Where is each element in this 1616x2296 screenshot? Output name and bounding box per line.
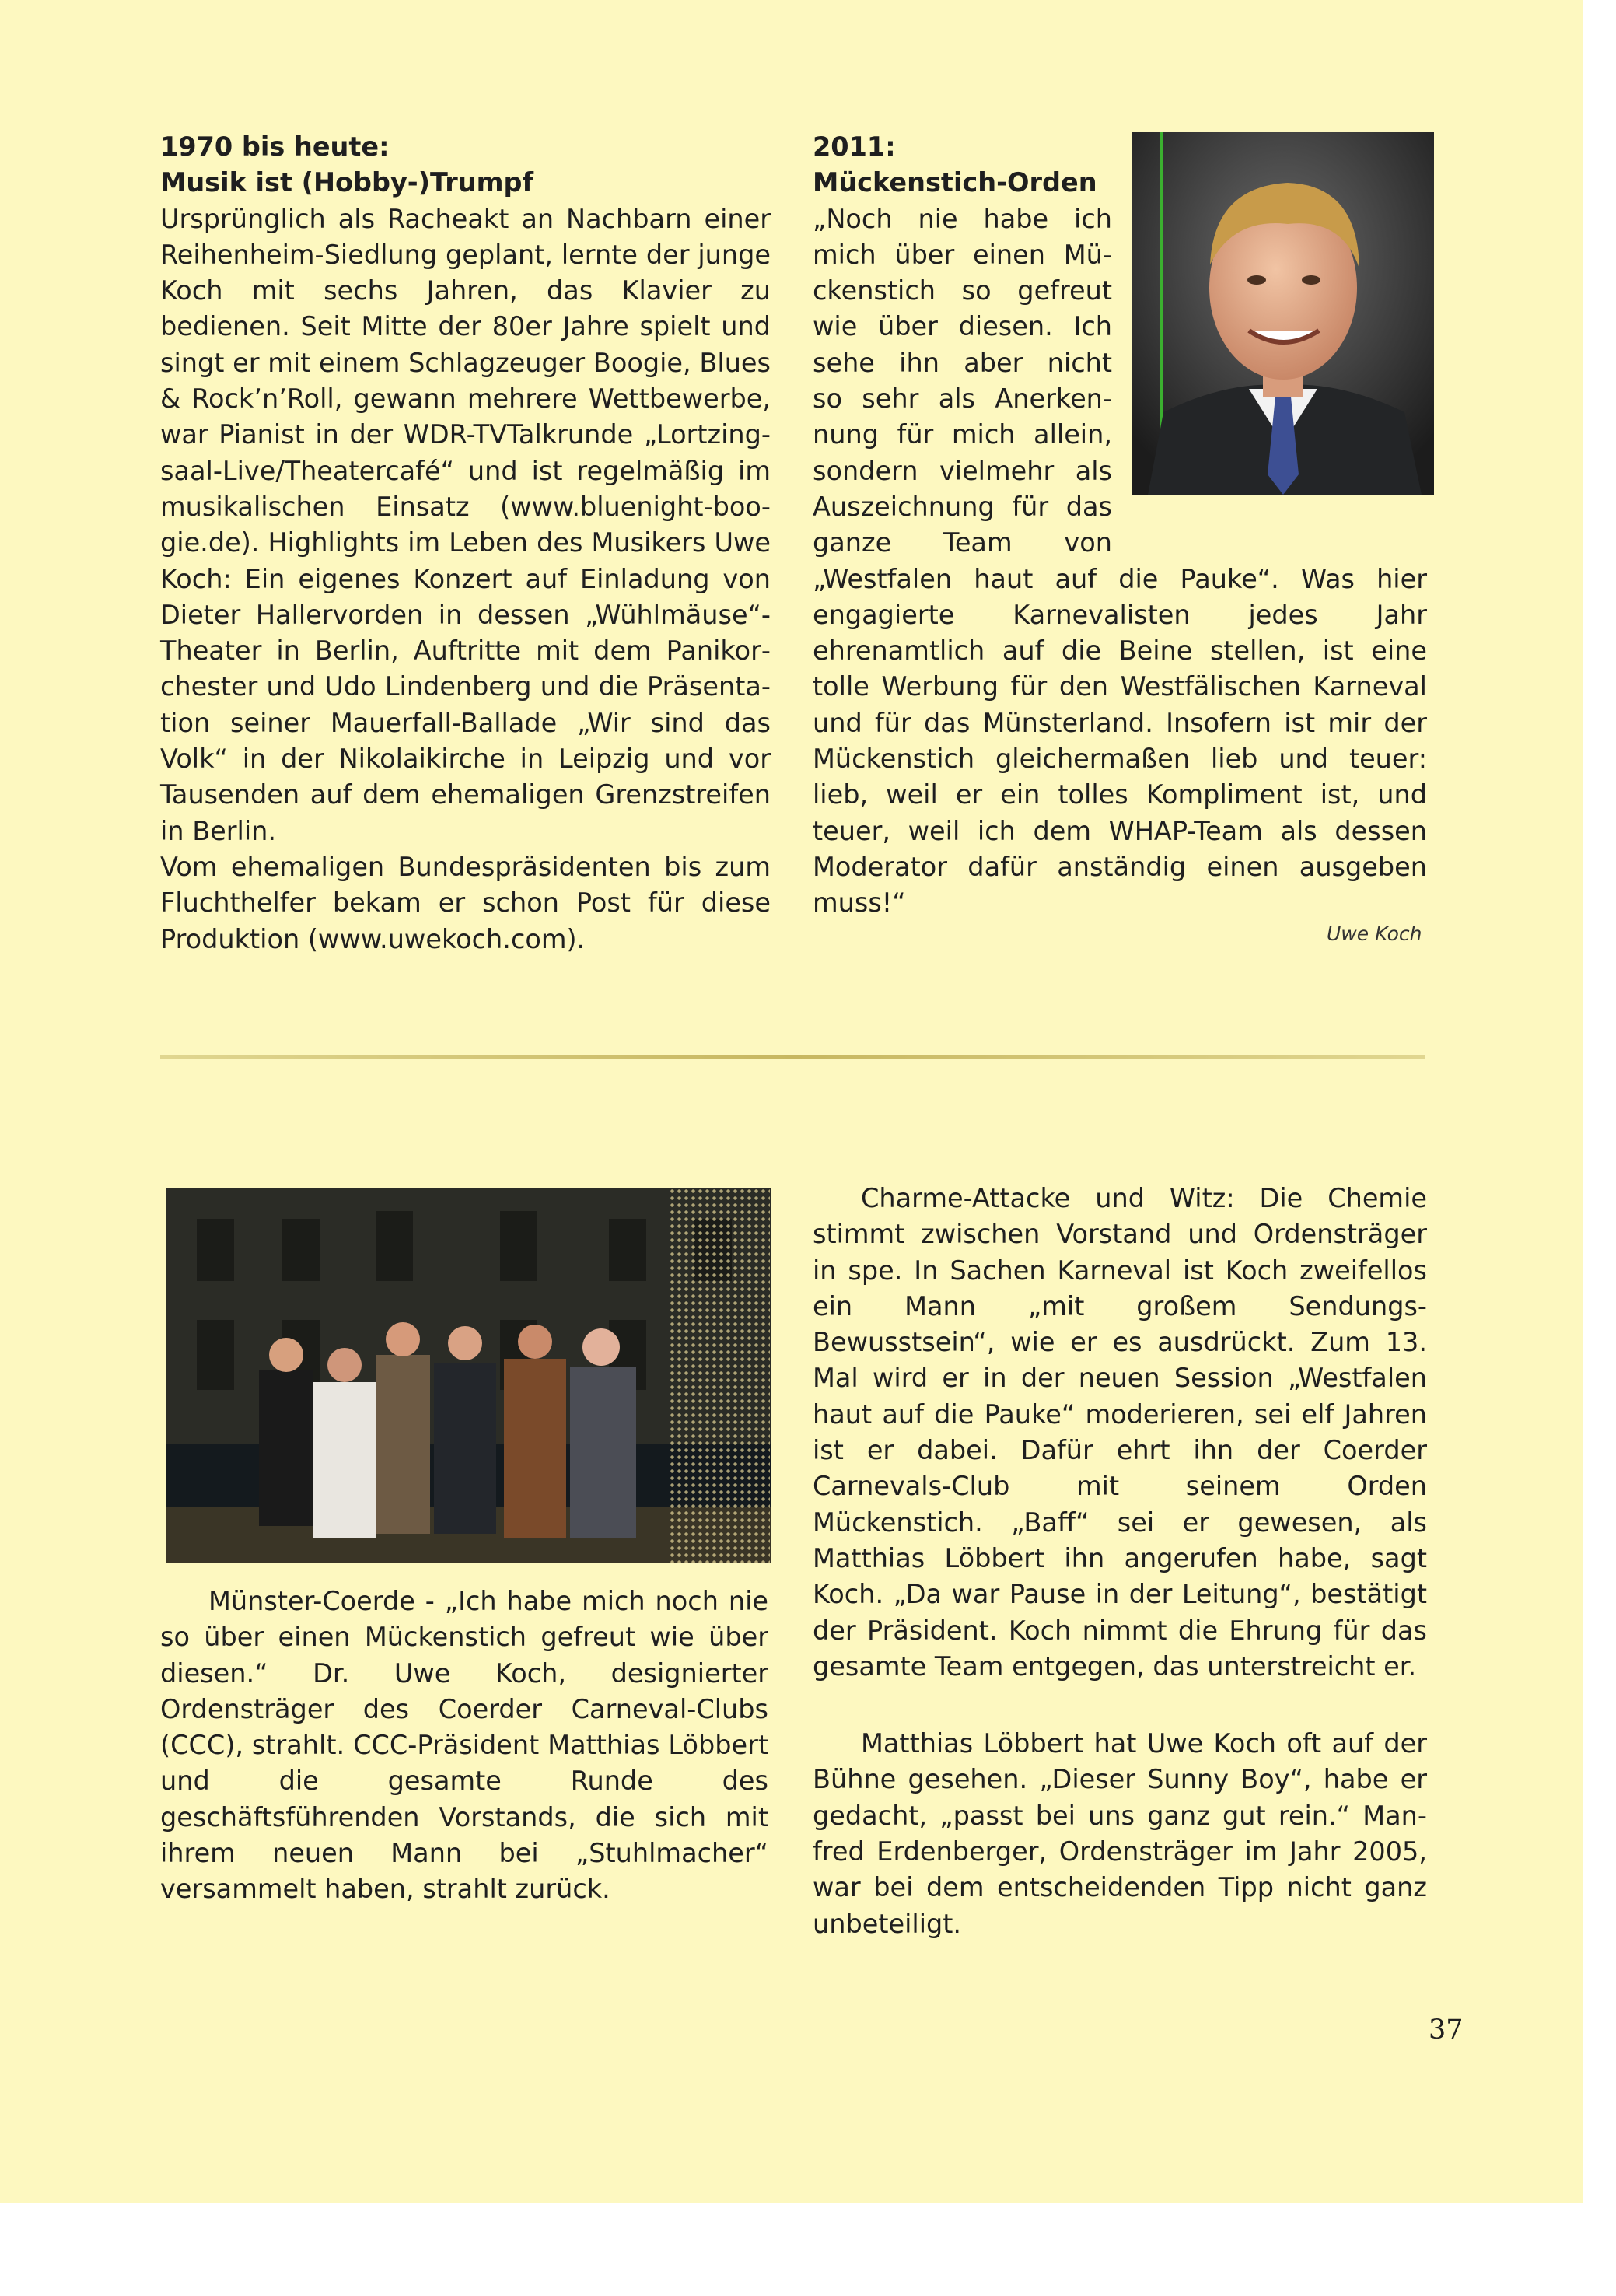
report-paragraph-2: Matthias Löbbert hat Uwe Koch oft auf der Bühne gesehen. „Dieser Sunny Boy“, habe er gedacht, „passt bei uns ganz gut rein.“ Manfred Erdenberger, Ordensträger im Jahr 2005, war bei dem entscheidenden Tipp nicht ganz unbeteiligt. [813,1728,1427,1939]
article-award-quote-line: ckenstich so gefreut [813,275,1112,306]
article-award-quote-line: sehe ihn aber nicht [813,347,1112,378]
page-number: 37 [1429,2014,1464,2046]
article-award-quote-rest: „Westfalen haut auf die Pauke“. Was hier engagierte Karnevalisten jedes Jahr ehrenamtlich auf die Beine stellen, ist eine tolle Werbung für den Westfälischen Karneval und für das Münsterland. Insofern ist mir der Mückenstich gleichermaßen lieb und teuer: lieb, weil er ein tolles Kompliment ist, und teuer, weil ich dem WHAP-Team als dessen Moderator dafür anständig einen ausgeben muss!“ [813,563,1427,919]
article-music-heading-year: 1970 bis heute: [160,131,390,162]
article-award-signature: Uwe Koch [1327,922,1422,945]
article-award-quote-line: sondern vielmehr als [813,455,1112,486]
article-award-quote-line: mich über einen Mü- [813,239,1112,270]
article-award-quote-line: ganze Team von [813,527,1112,558]
article-music-body: Ursprünglich als Racheakt an Nachbarn einer Reihenheim-Siedlung geplant, lernte der junge Koch mit sechs Jahren, das Klavier zu bedienen. Seit Mitte der 80er Jahre spielt und singt er mit einem Schlagzeuger Boogie, Blues & Rock’n’Roll, gewann mehrere Wettbewerbe, war Pianist in der WDR-TVTalkrunde „Lortzingsaal-Live/Theatercafé“ und ist regelmäßig im musikalischen Einsatz (www.bluenight-boogie.de). Highlights im Leben des Musikers Uwe Koch: Ein eigenes Konzert auf Einladung von Dieter Hallervorden in dessen „Wühlmäuse“-Theater in Berlin, Auftritte mit dem Panikorchester und Udo Lindenberg und die Präsentation seiner Mauerfall-Ballade „Wir sind das Volk“ in der Nikolaikirche in Leipzig und vor Tausenden auf dem ehemaligen Grenzstreifen in Berlin. [160,203,771,846]
article-award-quote-line: so sehr als Anerken- [813,383,1112,415]
article-award-heading-title: Mückenstich-Orden [813,167,1097,198]
article-music-heading-title: Musik ist (Hobby-)Trumpf [160,167,534,198]
article-award-quote-line: wie über diesen. Ich [813,311,1112,342]
article-award-quote-line: nung für mich allein, [813,419,1112,450]
section-divider [160,1055,1425,1059]
article-award-quote-line: „Noch nie habe ich [813,203,1112,234]
article-award-quote-lines [813,201,1112,562]
article-music-column [160,129,771,957]
report-intro-column [160,1584,768,1908]
article-award-heading-year: 2011: [813,131,896,162]
article-music-body-closing: Vom ehemaligen Bundespräsidenten bis zum Fluchthelfer bekam er schon Post für diese Produktion (www.uwekoch.com). [160,851,771,954]
photo-dot-pattern [669,1188,770,1563]
report-intro-body: Münster-Coerde - „Ich habe mich noch nie so über einen Mückenstich gefreut wie über diesen.“ Dr. Uwe Koch, designierter Ordensträger des Coerder Carneval-Clubs (CCC), strahlt. CCC-Präsident Matthias Löbbert und die gesamte Runde des geschäftsführenden Vorstands, die sich mit ihrem neuen Mann bei „Stuhlmacher“ versammelt haben, strahlt zurück. [160,1586,768,1905]
portrait-photo [1132,132,1434,495]
report-paragraph-1: Charme-Attacke und Witz: Die Chemie stimmt zwischen Vorstand und Ordensträger in spe. In Sachen Karneval ist Koch zweifellos ein Mann „mit großem Sendungs-Bewusstsein“, wie er es ausdrückt. Zum 13. Mal wird er in der neuen Session „Westfalen haut auf die Pauke“ moderieren, sei elf Jahren ist er dabei. Dafür ehrt ihn der Coerder Carnevals-Club mit seinem Orden Mückenstich. „Baff“ sei er gewesen, als Matthias Löbbert ihn angerufen habe, sagt Koch. „Da war Pause in der Leitung“, bestätigt der Präsident. Koch nimmt die Ehrung für das gesamte Team entgegen, das unterstreicht er. [813,1183,1427,1682]
article-award-quote-line: Auszeichnung für das [813,491,1112,522]
report-main-column [813,1181,1427,1942]
